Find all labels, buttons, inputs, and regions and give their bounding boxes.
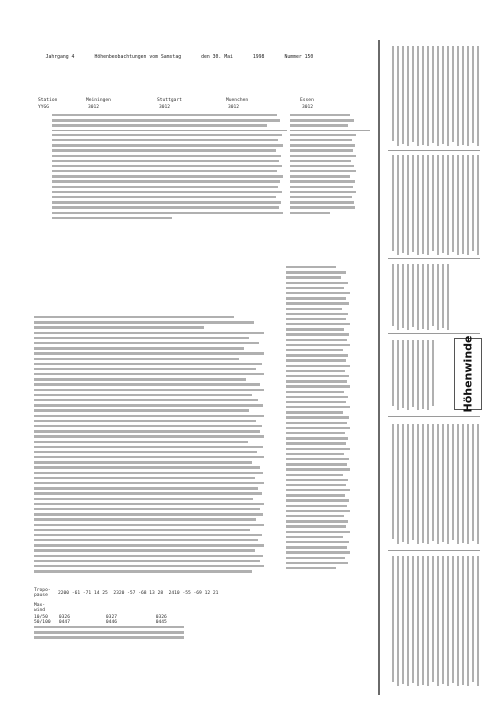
wind-levels-table-essen xyxy=(286,266,366,572)
maxwind-rows-unread xyxy=(34,626,284,642)
wind-table-middle xyxy=(392,264,449,330)
wind-table-lower xyxy=(392,424,479,544)
station-label: Station xyxy=(38,98,58,103)
wind-table-bottom xyxy=(392,556,479,686)
upper-air-table-essen xyxy=(290,114,370,217)
report-title: Höhenbeobachtungen vom Samstag xyxy=(94,55,182,60)
wind-table-top xyxy=(392,46,479,146)
report-number: Nummer 150 xyxy=(284,55,314,60)
upper-air-table-main xyxy=(52,114,287,222)
station-name-2: Stuttgart xyxy=(157,98,182,103)
rotated-title-box xyxy=(454,335,482,413)
station-name-3: Muenchen xyxy=(226,98,249,103)
station-id-label: YYGG xyxy=(38,105,50,110)
wind-levels-table xyxy=(34,316,284,575)
report-year: 1998 xyxy=(252,55,265,60)
station-name-4: Essen xyxy=(300,98,314,103)
jahrgang: Jahrgang 4 xyxy=(45,55,75,60)
section-divider xyxy=(378,40,380,695)
rule xyxy=(388,416,480,417)
maxwind-row: 10/50 0326 0327 0326 xyxy=(34,615,167,620)
rotated-title: Höhenwinde xyxy=(461,335,475,413)
report-date: den 30. Mai xyxy=(201,55,233,60)
station-time-3: 3012 xyxy=(228,105,240,110)
rule xyxy=(388,150,480,151)
rule xyxy=(388,333,480,334)
tropopause-row: 2200 -61 -71 14 25 2320 -57 -68 13 28 2410 -55 -69 12 21 xyxy=(58,591,219,596)
station-time-1: 3012 xyxy=(88,105,100,110)
wind-table-station xyxy=(392,340,434,410)
station-time-2: 3012 xyxy=(159,105,171,110)
station-name-1: Meiningen xyxy=(86,98,111,103)
wind-table-upper xyxy=(392,155,479,255)
rule xyxy=(388,550,480,551)
page-header xyxy=(34,50,404,65)
tropopause-label: Tropo- pause xyxy=(34,588,51,599)
maxwind-label: Max- wind xyxy=(34,603,46,614)
rule xyxy=(388,258,480,259)
station-time-4: 3012 xyxy=(302,105,314,110)
maxwind-row: 50/100 0447 0446 0445 xyxy=(34,620,167,625)
